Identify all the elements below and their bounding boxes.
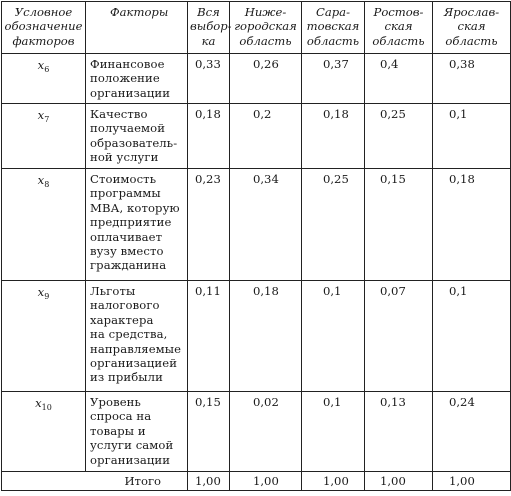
factor-name: Льготы налогового характера на средства, направляемые организацией из прибыли: [86, 281, 188, 392]
value-nizhny: 0,34: [230, 169, 302, 281]
total-yaroslavl: 1,00: [433, 472, 511, 491]
factors-table: [1, 1, 511, 491]
value-all: 0,11: [188, 281, 230, 392]
total-all: 1,00: [188, 472, 230, 491]
header-symbol: Условное обозначение факторов: [2, 2, 86, 54]
total-rostov: 1,00: [365, 472, 433, 491]
value-nizhny: 0,26: [230, 54, 302, 104]
value-all: 0,23: [188, 169, 230, 281]
value-nizhny: 0,02: [230, 392, 302, 472]
factor-symbol: $x_7$: [2, 104, 86, 169]
factor-symbol: $x_8$: [2, 169, 86, 281]
value-saratov: 0,37: [302, 54, 365, 104]
value-saratov: 0,25: [302, 169, 365, 281]
header-rostov: Ростов- ская область: [365, 2, 433, 54]
table-row: [2, 169, 511, 281]
factor-name: Уровень спроса на товары и услуги самой организации: [86, 392, 188, 472]
factor-symbol: $x_{10}$: [2, 392, 86, 472]
table-row: [2, 392, 511, 472]
value-all: 0,15: [188, 392, 230, 472]
value-yaroslavl: 0,1: [433, 281, 511, 392]
value-rostov: 0,07: [365, 281, 433, 392]
header-all: Вся выбор- ка: [188, 2, 230, 54]
factor-name: Финансовое положение организации: [86, 54, 188, 104]
value-rostov: 0,13: [365, 392, 433, 472]
total-row: [2, 472, 511, 491]
header-saratov: Сара- товская область: [302, 2, 365, 54]
factor-symbol: $x_9$: [2, 281, 86, 392]
value-rostov: 0,15: [365, 169, 433, 281]
header-row: [2, 2, 511, 54]
header-factors: Факторы: [86, 2, 188, 54]
value-all: 0,33: [188, 54, 230, 104]
value-saratov: 0,1: [302, 392, 365, 472]
value-yaroslavl: 0,18: [433, 169, 511, 281]
total-nizhny: 1,00: [230, 472, 302, 491]
table-row: [2, 54, 511, 104]
total-label: Итого: [2, 472, 188, 491]
value-nizhny: 0,18: [230, 281, 302, 392]
value-yaroslavl: 0,38: [433, 54, 511, 104]
table-row: [2, 104, 511, 169]
value-saratov: 0,1: [302, 281, 365, 392]
header-nizhny: Ниже- городская область: [230, 2, 302, 54]
value-yaroslavl: 0,1: [433, 104, 511, 169]
factor-symbol: $x_6$: [2, 54, 86, 104]
value-saratov: 0,18: [302, 104, 365, 169]
factor-name: Качество получаемой образователь- ной услуги: [86, 104, 188, 169]
total-saratov: 1,00: [302, 472, 365, 491]
table-row: [2, 281, 511, 392]
value-all: 0,18: [188, 104, 230, 169]
value-rostov: 0,4: [365, 54, 433, 104]
value-nizhny: 0,2: [230, 104, 302, 169]
value-yaroslavl: 0,24: [433, 392, 511, 472]
factor-name: Стоимость программы МВА, которую предприятие оплачивает вузу вместо гражданина: [86, 169, 188, 281]
value-rostov: 0,25: [365, 104, 433, 169]
header-yaroslavl: Ярослав- ская область: [433, 2, 511, 54]
